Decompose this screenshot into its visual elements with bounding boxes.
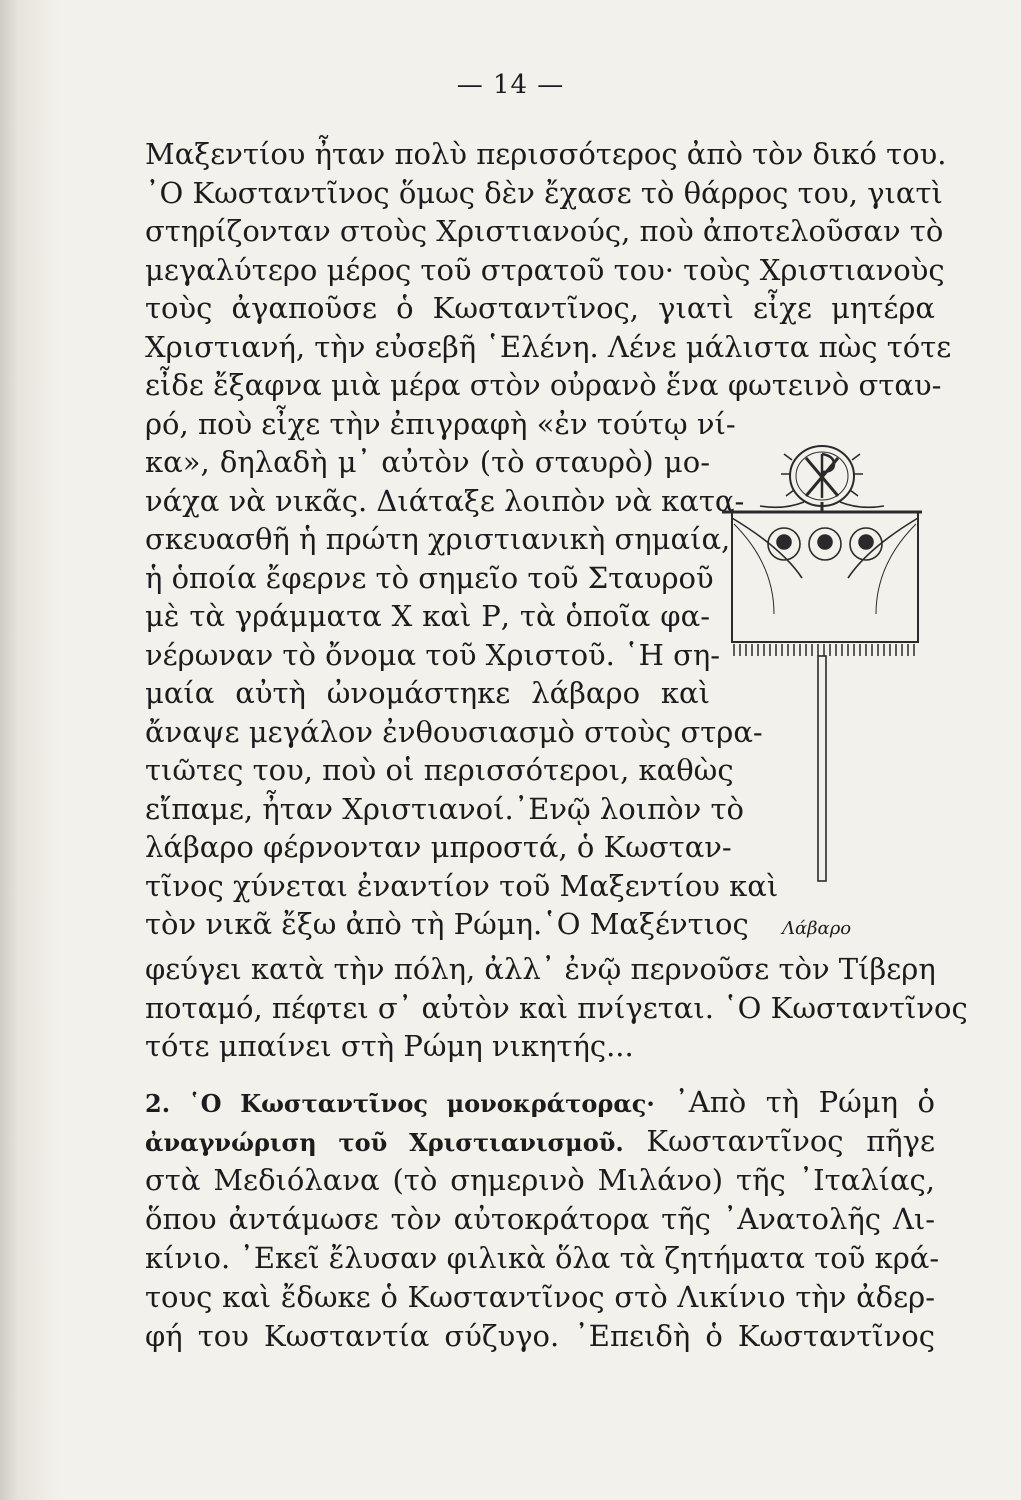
text-line: τους καὶ ἔδωκε ὁ Κωσταντῖνος στὸ Λικίνιο τὴν ἀδερ-: [145, 1280, 935, 1314]
text-line: φεύγει κατὰ τὴν πόλη, ἀλλ᾿ ἐνῷ περνοῦσε τὸν Τίβερη: [145, 952, 936, 986]
text-line: τοὺς ἀγαποῦσε ὁ Κωσταντῖνος, γιατὶ εἶχε μητέρα: [145, 291, 935, 325]
text-line: Κωσταντῖνος πῆγε: [646, 1124, 935, 1158]
text-line: εἴπαμε, ἦταν Χριστιανοί.᾿Ενῷ λοιπὸν τὸ: [145, 792, 744, 826]
text-line: ἄναψε μεγάλον ἐνθουσιασμὸ στοὺς στρα-: [145, 715, 763, 749]
page-number: — 14 —: [456, 70, 565, 100]
text-line: εἶδε ἔξαφνα μιὰ μέρα στὸν οὐρανὸ ἕνα φωτεινὸ σταυ-: [145, 368, 942, 402]
text-line: τῖνος χύνεται ἐναντίον τοῦ Μαξεντίου καὶ: [145, 869, 779, 903]
section-heading-row: [145, 1083, 935, 1123]
text-line: νέρωναν τὸ ὄνομα τοῦ Χριστοῦ. ῾Η ση-: [145, 638, 721, 672]
text-line: ἡ ὁποία ἔφερνε τὸ σημεῖο τοῦ Σταυροῦ: [145, 561, 714, 595]
text-line: φή του Κωσταντία σύζυγο. ᾿Επειδὴ ὁ Κωσταντῖνος: [145, 1319, 935, 1353]
text-line: στηρίζονταν στοὺς Χριστιανούς, ποὺ ἀποτελοῦσαν τὸ: [145, 214, 944, 248]
section-heading: ἀναγνώριση τοῦ Χριστιανισμοῦ.: [145, 1128, 624, 1157]
section-heading-row: [145, 1122, 935, 1162]
text-line: Μαξεντίου ἦταν πολὺ περισσότερος ἀπὸ τὸν δικό του.: [145, 137, 947, 171]
text-line: τὸν νικᾶ ἔξω ἀπὸ τὴ Ρώμη.῾Ο Μαξέντιος: [145, 907, 749, 941]
text-line: ὅπου ἀντάμωσε τὸν αὐτοκράτορα τῆς ᾿Ανατολῆς Λι-: [145, 1202, 935, 1236]
text-line: στὰ Μεδιόλανα (τὸ σημερινὸ Μιλάνο) τῆς ᾿Ιταλίας,: [145, 1163, 935, 1197]
text-line: μαία αὐτὴ ὠνομάστηκε λάβαρο καὶ: [145, 676, 710, 710]
labarum-drawing: [712, 440, 937, 885]
labarum-illustration: [712, 440, 937, 885]
text-line: ᾿Ο Κωσταντῖνος ὅμως δὲν ἔχασε τὸ θάρρος του, γιατὶ: [145, 176, 943, 210]
text-line: τότε μπαίνει στὴ Ρώμη νικητής...: [145, 1029, 634, 1063]
text-line: ρό, ποὺ εἶχε τὴν ἐπιγραφὴ «ἐν τούτῳ νί-: [145, 407, 736, 441]
text-line: λάβαρο φέρνονταν μπροστά, ὁ Κωσταν-: [145, 830, 732, 864]
text-line: ᾿Απὸ τὴ Ρώμη ὁ: [674, 1085, 935, 1119]
text-line: Χριστιανή, τὴν εὐσεβῆ ῾Ελένη. Λένε μάλιστα πὼς τότε: [145, 330, 952, 364]
text-line: σκευασθῆ ἡ πρώτη χριστιανικὴ σημαία,: [145, 522, 731, 556]
text-line: τιῶτες του, ποὺ οἱ περισσότεροι, καθὼς: [145, 753, 734, 787]
text-line: ποταμό, πέφτει σ᾿ αὐτὸν καὶ πνίγεται. ῾Ο Κωσταντῖνος: [145, 991, 968, 1025]
figure-caption: Λάβαρο: [782, 918, 852, 939]
text-line: κίνιο. ᾿Εκεῖ ἔλυσαν φιλικὰ ὅλα τὰ ζητήματα τοῦ κρά-: [145, 1241, 940, 1275]
text-line: μὲ τὰ γράμματα Χ καὶ Ρ, τὰ ὁποῖα φα-: [145, 599, 710, 633]
section-heading: 2. ῾Ο Κωσταντῖνος μονοκράτορας·: [145, 1089, 655, 1118]
text-line: μεγαλύτερο μέρος τοῦ στρατοῦ του· τοὺς Χριστιανοὺς: [145, 253, 945, 287]
text-line: νάχα νὰ νικᾶς. Διάταξε λοιπὸν νὰ κατα-: [145, 484, 745, 518]
text-line: κα», δηλαδὴ μ᾿ αὐτὸν (τὸ σταυρὸ) μο-: [145, 445, 710, 479]
page-edge-shadow: [0, 0, 60, 1500]
